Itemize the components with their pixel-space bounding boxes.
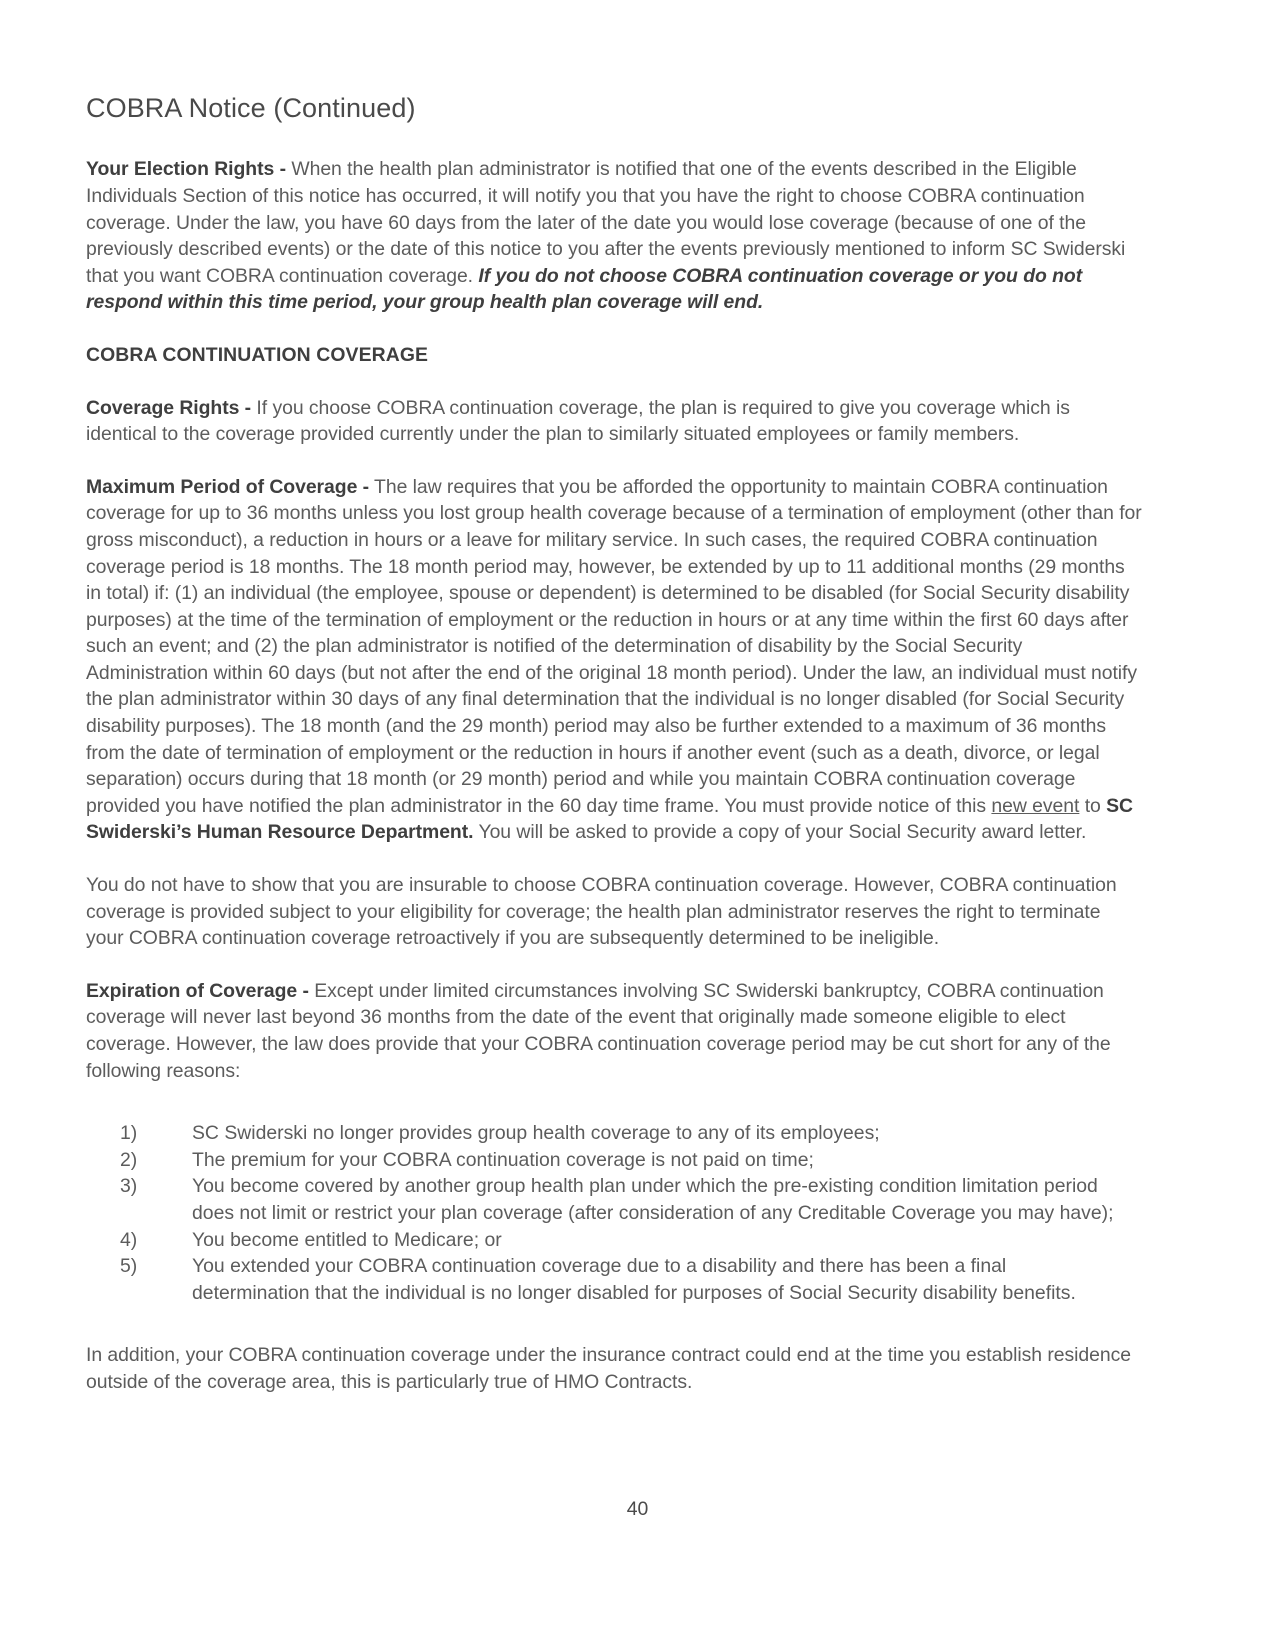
- paragraph-body-text: The law requires that you be afforded the opportunity to maintain COBRA continuation coverage for up to 36 months unless you lost group health coverage because of a termination of employment (other than for gross misconduct), a reduction in hours or a leave for military service. In such cases, the required COBRA continuation coverage period is 18 months. The 18 month period may, however, be extended by up to 11 additional months (29 months in total) if: (1) an individual (the employee, spouse or dependent) is determined to be disabled (for Social Security disability purposes) at the time of the termination of employment or the reduction in hours or at any time within the first 60 days after such an event; and (2) the plan administrator is notified of the determination of disability by the Social Security Administration within 60 days (but not after the end of the original 18 month period). Under the law, an individual must notify the plan administrator within 30 days of any final determination that the individual is no longer disabled (for Social Security disability purposes). The 18 month (and the 29 month) period may also be further extended to a maximum of 36 months from the date of termination of employment or the reduction in hours if another event (such as a death, divorce, or legal separation) occurs during that 18 month (or 29 month) period and while you maintain COBRA continuation coverage provided you have notified the plan administrator in the 60 day time frame. You must provide notice of this: [86, 475, 1142, 817]
- paragraph-emphasis-text: If you do not choose COBRA continuation coverage or you do not respond within this time period, your group health plan coverage will end.: [86, 264, 1083, 314]
- paragraph-coverage-rights: [86, 395, 1142, 448]
- list-item-text: You become entitled to Medicare; or: [192, 1228, 502, 1251]
- list-item-text: SC Swiderski no longer provides group health coverage to any of its employees;: [192, 1122, 880, 1145]
- list-item: [86, 1173, 1142, 1226]
- paragraph-lead-label: Expiration of Coverage -: [86, 979, 309, 1002]
- list-item-text: You become covered by another group health plan under which the pre-existing condition limitation period does not limit or restrict your plan coverage (after consideration of any Creditable Coverage you may have);: [192, 1175, 1114, 1224]
- list-item: [86, 1120, 1142, 1147]
- list-top-spacer: [86, 1110, 1142, 1120]
- list-item-number: 5): [120, 1255, 138, 1278]
- paragraph-body-text: Except under limited circumstances involving SC Swiderski bankruptcy, COBRA continuation coverage will never last beyond 36 months from the date of the event that originally made someone eligible to elect coverage. However, the law does provide that your COBRA continuation coverage period may be cut short for any of the following reasons:: [86, 979, 1111, 1082]
- list-item-text: You extended your COBRA continuation coverage due to a disability and there has been a final determination that the individual is no longer disabled for purposes of Social Security disability benefits.: [192, 1255, 1076, 1304]
- list-item-number: 3): [120, 1175, 138, 1198]
- bold-entity-hr-department: SC Swiderski’s Human Resource Department.: [86, 794, 1133, 844]
- paragraph-expiration-of-coverage: [86, 978, 1142, 1084]
- list-item-number: 2): [120, 1148, 138, 1171]
- paragraph-closing: In addition, your COBRA continuation coverage under the insurance contract could end at the time you establish residence outside of the coverage area, this is particularly true of HMO Contracts.: [86, 1344, 1131, 1393]
- underlined-phrase-new-event: new event: [991, 794, 1080, 817]
- paragraph-lead-label: Your Election Rights -: [86, 158, 286, 181]
- paragraph-body-text-continued: to: [1079, 794, 1107, 817]
- paragraph-body-text-end: You will be asked to provide a copy of your Social Security award letter.: [473, 821, 1087, 844]
- paragraph-body-text: If you choose COBRA continuation coverage, the plan is required to give you coverage which is identical to the coverage provided currently under the plan to similarly situated employees or family members.: [86, 396, 1070, 446]
- list-item-text: The premium for your COBRA continuation coverage is not paid on time;: [192, 1148, 814, 1171]
- paragraph-lead-label: Coverage Rights -: [86, 396, 252, 419]
- paragraph-lead-label: Maximum Period of Coverage -: [86, 475, 370, 498]
- paragraph-body-text: When the health plan administrator is notified that one of the events described in the Eligible Individuals Section of this notice has occurred, it will notify you that you have the right to choose COBRA continuation coverage. Under the law, you have 60 days from the later of the date you would lose coverage (because of one of the previously described events) or the date of this notice to you after the events previously mentioned to inform SC Swiderski that you want COBRA continuation coverage.: [86, 158, 1126, 287]
- list-item-number: 1): [120, 1122, 138, 1145]
- list-item-number: 4): [120, 1228, 138, 1251]
- page-number-footer: 40: [626, 1498, 649, 1520]
- paragraph-insurable: You do not have to show that you are insurable to choose COBRA continuation coverage. However, COBRA continuation coverage is provided subject to your eligibility for coverage; the health plan administrator reserves the right to terminate your COBRA continuation coverage retroactively if you are subsequently determined to be ineligible.: [86, 874, 1117, 950]
- list-item: [86, 1227, 1142, 1254]
- reasons-list: [86, 1120, 1142, 1306]
- paragraph-maximum-period-of-coverage: [86, 474, 1142, 846]
- section-heading-cobra-continuation-coverage: COBRA CONTINUATION COVERAGE: [86, 343, 429, 366]
- list-bottom-spacer: [86, 1332, 1142, 1342]
- list-item: [86, 1147, 1142, 1174]
- paragraph-election-rights: [86, 156, 1142, 316]
- page-title: COBRA Notice (Continued): [86, 93, 416, 123]
- list-item: [86, 1253, 1142, 1306]
